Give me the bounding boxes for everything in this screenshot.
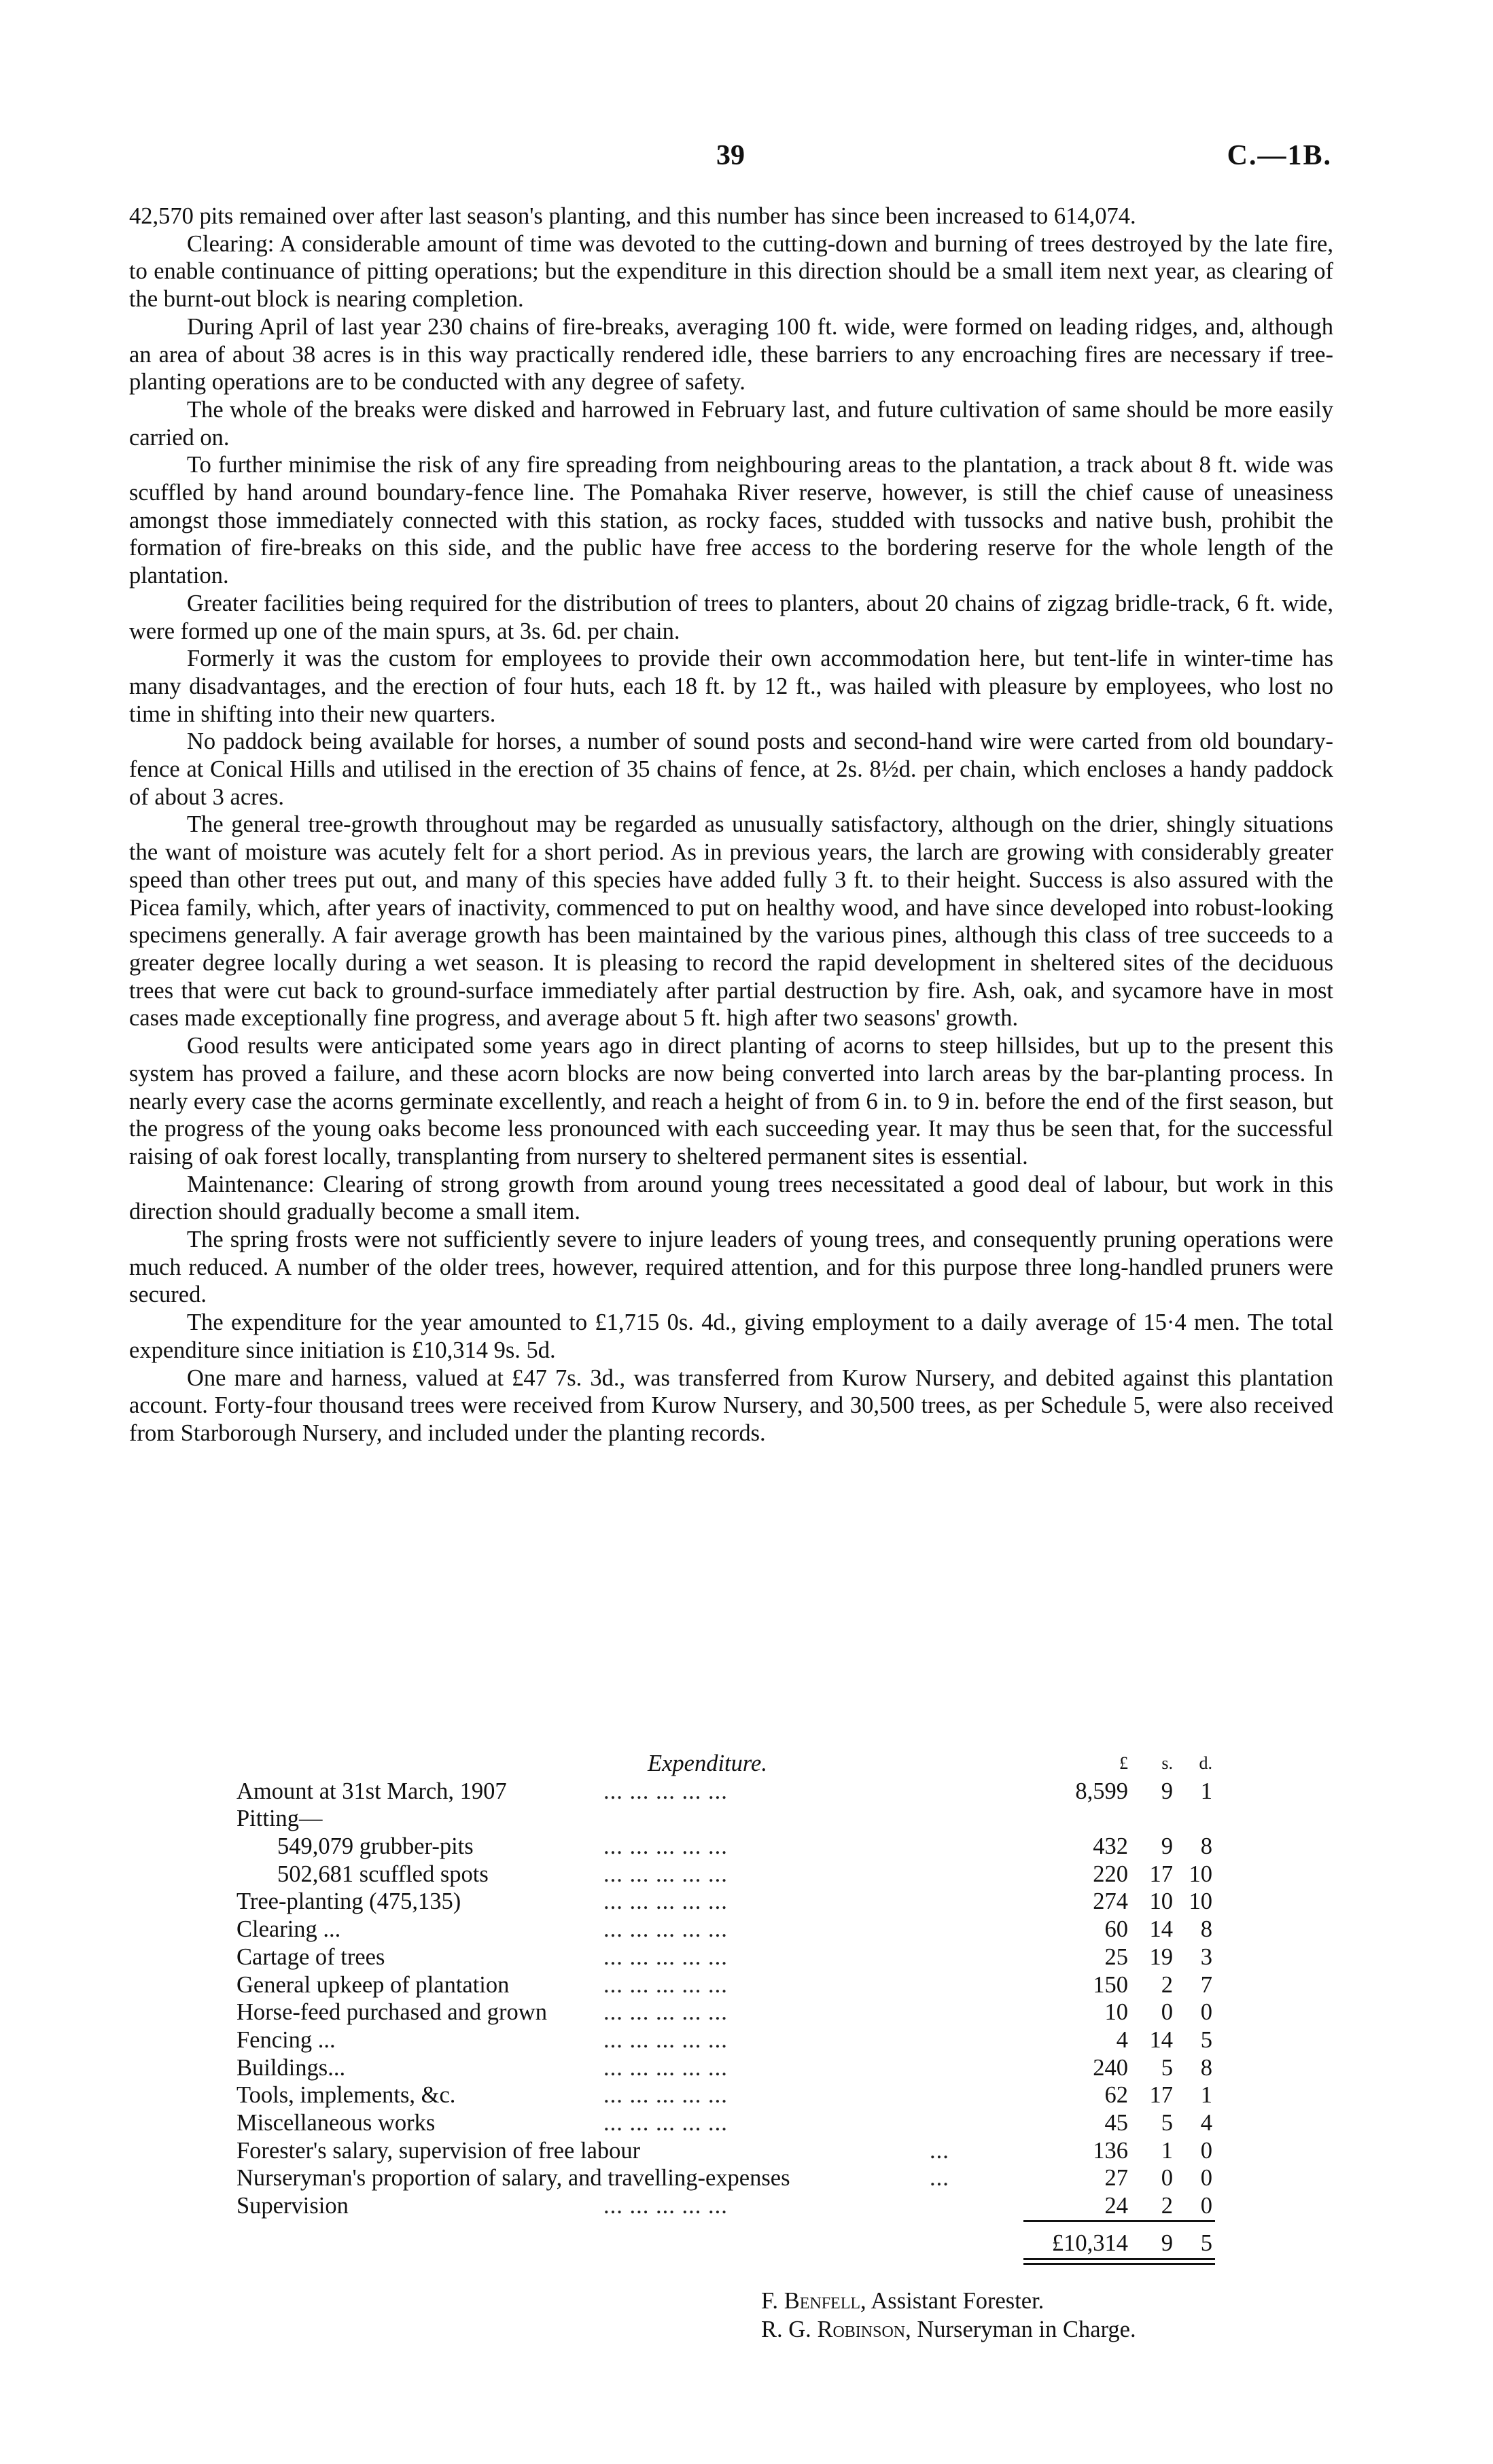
- amount-pounds: 8,599: [1075, 1778, 1128, 1804]
- sum-rule: [1018, 2220, 1222, 2230]
- expenditure-item-label: 502,681 scuffled spots: [277, 1861, 489, 1887]
- amount-pounds: 24: [1104, 2193, 1128, 2219]
- expenditure-item-label: Supervision: [236, 2193, 349, 2219]
- signatory-name: Benfell,: [784, 2288, 866, 2314]
- expenditure-amount: [1018, 2081, 1222, 2109]
- paragraph: One mare and harness, valued at £47 7s. 3d., was transferred from Kurow Nursery, and debited against this plantation account. Forty-four thousand trees were received from Kurow Nursery, and 30,500 trees, as per Schedule 5, were also received from Starborough Nursery, and included under the planting records.: [129, 1365, 1333, 1446]
- amount-pence: 3: [1200, 1943, 1212, 1970]
- signature-block: [761, 2287, 1373, 2344]
- signatory-role: Assistant Forester.: [871, 2288, 1044, 2314]
- leader-dots: ... ... ... ... ...: [603, 1778, 728, 1804]
- amount-pounds: 432: [1093, 1833, 1128, 1860]
- expenditure-item-label: Nurseryman's proportion of salary, and travelling-expenses: [236, 2165, 790, 2192]
- expenditure-row: [236, 1805, 1222, 1833]
- amount-pence: 0: [1200, 2193, 1212, 2219]
- expenditure-table: [236, 1750, 1222, 2268]
- amount-shillings: 9: [1161, 1833, 1173, 1860]
- expenditure-amount: [1018, 1861, 1222, 1888]
- signatory-name: Robinson,: [817, 2317, 911, 2342]
- leader-dots: ... ... ... ... ...: [603, 1916, 728, 1943]
- amount-pence: 1: [1200, 1778, 1212, 1804]
- amount-pence: 7: [1200, 1971, 1212, 1998]
- expenditure-item-label: Cartage of trees: [236, 1943, 385, 1970]
- pounds-column-header: £: [1119, 1753, 1128, 1773]
- paragraph: The whole of the breaks were disked and harrowed in February last, and future cultivation of same should be more easily carried on.: [129, 396, 1333, 451]
- expenditure-row: [236, 1999, 1222, 2026]
- expenditure-row: [236, 1861, 1222, 1888]
- amount-shillings: 14: [1149, 2026, 1173, 2053]
- paragraph: The general tree-growth throughout may be regarded as unusually satisfactory, although on the drier, shingly situations the want of moisture was acutely felt for a short period. As in previous years, the larch are growing with considerably greater speed than other trees put out, and many of this species have added fully 3 ft. to their height. Success is also assured with the Picea family, which, after years of inactivity, commenced to put on healthy wood, and have since developed into robust-looking specimens generally. A fair average growth has been maintained by the various pines, although this class of tree succeeds to a greater degree locally during a wet season. It is pleasing to record the rapid development in sheltered sites of the deciduous trees that were cut back to ground-surface immediately after partial destruction by fire. Ash, oak, and sycamore have in most cases made exceptionally fine progress, and average about 5 ft. high after two seasons' growth.: [129, 811, 1333, 1032]
- amount-pounds: 240: [1093, 2054, 1128, 2081]
- leader-dots: ...: [930, 2137, 949, 2164]
- signatory-role: Nurseryman in Charge.: [917, 2317, 1136, 2342]
- expenditure-amount: [1018, 1833, 1222, 1861]
- amount-pence: 5: [1200, 2026, 1212, 2053]
- expenditure-amount: [1018, 1943, 1222, 1971]
- amount-pence: 8: [1200, 2054, 1212, 2081]
- amount-pence: 10: [1189, 1861, 1212, 1887]
- expenditure-amount: [1018, 2109, 1222, 2137]
- amount-shillings: 0: [1161, 1999, 1173, 2026]
- expenditure-item-label: Tools, implements, &c.: [236, 2082, 456, 2109]
- paragraph: Clearing: A considerable amount of time was devoted to the cutting-down and burning of trees destroyed by the late fire, to enable continuance of pitting operations; but the expenditure in this direction should be a small item next year, as clearing of the burnt-out block is nearing completion.: [129, 230, 1333, 313]
- total-pounds: £10,314: [1051, 2230, 1128, 2256]
- currency-column-headers: [1018, 1750, 1222, 1778]
- expenditure-row: [236, 1778, 1222, 1806]
- paragraph: During April of last year 230 chains of fire-breaks, averaging 100 ft. wide, were formed on leading ridges, and, although an area of about 38 acres is in this way practically rendered idle, these barriers to any encroaching fires are necessary if tree-planting operations are to be conducted with any degree of safety.: [129, 313, 1333, 395]
- amount-pounds: 27: [1104, 2165, 1128, 2192]
- amount-pence: 8: [1200, 1833, 1212, 1860]
- leader-dots: ... ... ... ... ...: [603, 2109, 728, 2136]
- total-shillings: 9: [1161, 2230, 1173, 2256]
- leader-dots: ... ... ... ... ...: [603, 1833, 728, 1860]
- leader-dots: ... ... ... ... ...: [603, 2082, 728, 2109]
- amount-shillings: 9: [1161, 1778, 1173, 1804]
- expenditure-total-row: [236, 2230, 1222, 2257]
- expenditure-item-label: Clearing ...: [236, 1916, 341, 1943]
- amount-pence: 1: [1200, 2082, 1212, 2109]
- expenditure-amount: [1018, 2164, 1222, 2192]
- shillings-column-header: s.: [1161, 1753, 1173, 1773]
- expenditure-row: [236, 2054, 1222, 2082]
- expenditure-item-label: Buildings...: [236, 2054, 346, 2081]
- expenditure-row: [236, 2192, 1222, 2220]
- amount-shillings: 2: [1161, 1971, 1173, 1998]
- page-header: [129, 139, 1332, 180]
- amount-pence: 10: [1189, 1888, 1212, 1915]
- leader-dots: ... ... ... ... ...: [603, 2193, 728, 2219]
- expenditure-amount: [1018, 2137, 1222, 2165]
- expenditure-row: [236, 2081, 1222, 2109]
- expenditure-item-label: Fencing ...: [236, 2026, 336, 2053]
- expenditure-item-label: General upkeep of plantation: [236, 1971, 510, 1998]
- expenditure-item-label: Miscellaneous works: [236, 2109, 436, 2136]
- report-body: [129, 203, 1333, 1447]
- total-amount: [1018, 2230, 1222, 2257]
- paragraph: 42,570 pits remained over after last season's planting, and this number has since been increased to 614,074.: [129, 203, 1136, 229]
- expenditure-item-label: Amount at 31st March, 1907: [236, 1778, 507, 1804]
- amount-shillings: 10: [1149, 1888, 1173, 1915]
- amount-shillings: 19: [1149, 1943, 1173, 1970]
- paragraph: To further minimise the risk of any fire spreading from neighbouring areas to the plantation, a track about 8 ft. wide was scuffled by hand around boundary-fence line. The Pomahaka River reserve, however, is still the chief cause of uneasiness amongst those immediately connected with this station, as rocky faces, studded with tussocks and native bush, prohibit the formation of fire-breaks on this side, and the public have free access to the bordering reserve for the whole length of the plantation.: [129, 452, 1333, 589]
- amount-pounds: 25: [1104, 1943, 1128, 1970]
- expenditure-item-label: Tree-planting (475,135): [236, 1888, 461, 1915]
- leader-dots: ... ... ... ... ...: [603, 1861, 728, 1887]
- total-double-rule: [1018, 2257, 1222, 2268]
- signatory: [761, 2315, 1373, 2344]
- paragraph: The expenditure for the year amounted to £1,715 0s. 4d., giving employment to a daily average of 15·4 men. The total expenditure since initiation is £10,314 9s. 5d.: [129, 1309, 1333, 1363]
- amount-pounds: 274: [1093, 1888, 1128, 1915]
- amount-pounds: 220: [1093, 1861, 1128, 1887]
- expenditure-row: [236, 2164, 1222, 2192]
- amount-shillings: 0: [1161, 2165, 1173, 2192]
- paragraph: The spring frosts were not sufficiently severe to injure leaders of young trees, and consequently pruning operations were much reduced. A number of the older trees, however, required attention, and for this purpose three long-handled pruners were secured.: [129, 1227, 1333, 1308]
- total-pence: 5: [1200, 2230, 1212, 2256]
- amount-shillings: 5: [1161, 2109, 1173, 2136]
- paragraph: Greater facilities being required for the distribution of trees to planters, about 20 chains of zigzag bridle-track, 6 ft. wide, were formed up one of the main spurs, at 3s. 6d. per chain.: [129, 590, 1333, 644]
- expenditure-item-label: Forester's salary, supervision of free labour: [236, 2137, 641, 2164]
- expenditure-row: [236, 1971, 1222, 1999]
- expenditure-heading: [236, 1750, 1222, 1778]
- paragraph: Good results were anticipated some years ago in direct planting of acorns to steep hillsides, but up to the present this system has proved a failure, and these acorn blocks are now being converted into larch areas by the bar-planting process. In nearly every case the acorns germinate excellently, and reach a height of from 6 in. to 9 in. before the end of the first season, but the progress of the young oaks become less pronounced with each succeeding year. It may thus be seen that, for the successful raising of oak forest locally, transplanting from nursery to sheltered permanent sites is essential.: [129, 1033, 1333, 1169]
- amount-pounds: 60: [1104, 1916, 1128, 1943]
- leader-dots: ... ... ... ... ...: [603, 1943, 728, 1970]
- expenditure-amount: [1018, 2054, 1222, 2082]
- amount-pence: 0: [1200, 2137, 1212, 2164]
- expenditure-amount: [1018, 1888, 1222, 1916]
- amount-pounds: 150: [1093, 1971, 1128, 1998]
- leader-dots: ... ... ... ... ...: [603, 2026, 728, 2053]
- amount-pounds: 45: [1104, 2109, 1128, 2136]
- document-reference: C.—1B.: [1227, 140, 1332, 171]
- leader-dots: ...: [930, 2165, 949, 2192]
- leader-dots: ... ... ... ... ...: [603, 1999, 728, 2026]
- signatory-initials: F.: [761, 2288, 779, 2314]
- leader-dots: ... ... ... ... ...: [603, 1971, 728, 1998]
- amount-shillings: 14: [1149, 1916, 1173, 1943]
- expenditure-row: [236, 2137, 1222, 2165]
- expenditure-row: [236, 1888, 1222, 1916]
- leader-dots: ... ... ... ... ...: [603, 2054, 728, 2081]
- amount-pounds: 62: [1104, 2082, 1128, 2109]
- paragraph: Formerly it was the custom for employees to provide their own accommodation here, but tent-life in winter-time has many disadvantages, and the erection of four huts, each 18 ft. by 12 ft., was hailed with pleasure by employees, who lost no time in shifting into their new quarters.: [129, 646, 1333, 727]
- expenditure-row: [236, 1833, 1222, 1861]
- expenditure-item-label: Horse-feed purchased and grown: [236, 1999, 547, 2026]
- paragraph: No paddock being available for horses, a number of sound posts and second-hand wire were carted from old boundary-fence at Conical Hills and utilised in the erection of 35 chains of fence, at 2s. 8½d. per chain, which encloses a handy paddock of about 3 acres.: [129, 728, 1333, 810]
- expenditure-title: Expenditure.: [648, 1750, 767, 1776]
- amount-pence: 4: [1200, 2109, 1212, 2136]
- amount-pounds: 10: [1104, 1999, 1128, 2026]
- amount-shillings: 17: [1149, 1861, 1173, 1887]
- expenditure-amount: [1018, 2192, 1222, 2220]
- expenditure-row: [236, 1943, 1222, 1971]
- pence-column-header: d.: [1199, 1753, 1212, 1773]
- expenditure-amount: [1018, 1999, 1222, 2026]
- amount-pence: 0: [1200, 2165, 1212, 2192]
- expenditure-amount: [1018, 1778, 1222, 1806]
- amount-shillings: 5: [1161, 2054, 1173, 2081]
- expenditure-amount: [1018, 1971, 1222, 1999]
- amount-shillings: 1: [1161, 2137, 1173, 2164]
- expenditure-row: [236, 2109, 1222, 2137]
- leader-dots: ... ... ... ... ...: [603, 1888, 728, 1915]
- paragraph: Maintenance: Clearing of strong growth from around young trees necessitated a good deal of labour, but work in this direction should gradually become a small item.: [129, 1171, 1333, 1225]
- signatory-initials: R. G.: [761, 2317, 811, 2342]
- amount-shillings: 2: [1161, 2193, 1173, 2219]
- expenditure-row: [236, 1916, 1222, 1943]
- amount-pence: 0: [1200, 1999, 1212, 2026]
- signatory: [761, 2287, 1373, 2315]
- expenditure-item-label: 549,079 grubber-pits: [277, 1833, 474, 1860]
- expenditure-amount: [1018, 1916, 1222, 1943]
- expenditure-item-label: Pitting—: [236, 1806, 323, 1832]
- amount-pence: 8: [1200, 1916, 1212, 1943]
- page-number: 39: [716, 140, 745, 171]
- expenditure-row: [236, 2026, 1222, 2054]
- amount-pounds: 4: [1116, 2026, 1128, 2053]
- amount-pounds: 136: [1093, 2137, 1128, 2164]
- amount-shillings: 17: [1149, 2082, 1173, 2109]
- expenditure-amount: [1018, 2026, 1222, 2054]
- expenditure-rows: [236, 1778, 1222, 2220]
